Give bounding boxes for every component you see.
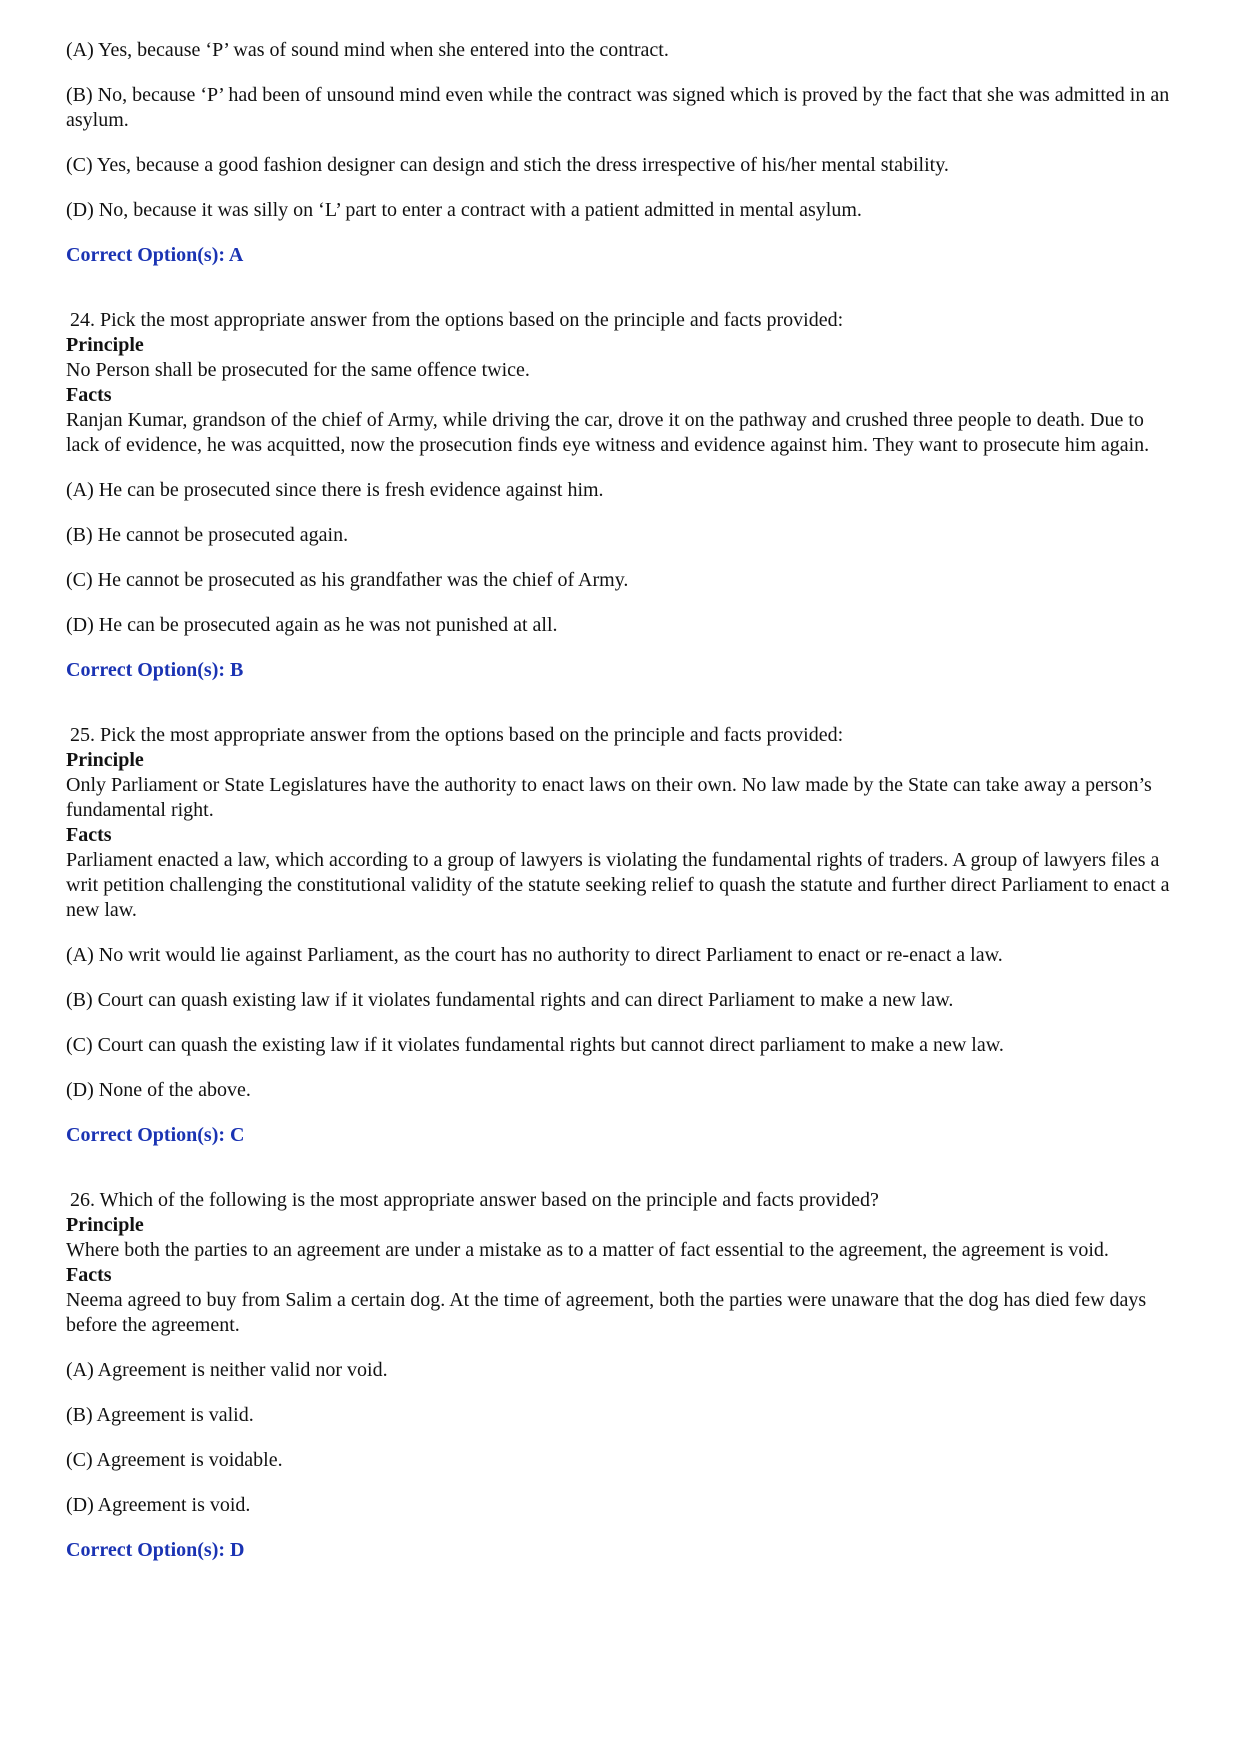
principle-text: Where both the parties to an agreement are under a mistake as to a matter of fact essential to the agreement, the agreement is void.: [66, 1239, 1109, 1261]
option-c: (C) Yes, because a good fashion designer can design and stich the dress irrespective of his/her mental stability.: [66, 154, 949, 176]
question-stem: 25. Pick the most appropriate answer from the options based on the principle and facts provided:: [70, 724, 844, 746]
facts-heading: Facts: [66, 384, 112, 406]
option-b: (B) No, because ‘P’ had been of unsound mind even while the contract was signed which is proved by the fact that she was admitted in an asylum.: [66, 84, 1170, 131]
option-b: (B) Court can quash existing law if it violates fundamental rights and can direct Parliament to make a new law.: [66, 989, 954, 1011]
option-a: (A) Agreement is neither valid nor void.: [66, 1359, 388, 1381]
option-b: (B) Agreement is valid.: [66, 1404, 254, 1426]
correct-option: Correct Option(s): B: [66, 659, 244, 681]
principle-text: Only Parliament or State Legislatures have the authority to enact laws on their own. No law made by the State can take away a person’s fundamental right.: [66, 774, 1152, 821]
option-d: (D) He can be prosecuted again as he was not punished at all.: [66, 614, 558, 636]
facts-text: Neema agreed to buy from Salim a certain dog. At the time of agreement, both the parties were unaware that the dog has died few days before the agreement.: [66, 1289, 1147, 1336]
option-a: (A) He can be prosecuted since there is fresh evidence against him.: [66, 479, 604, 501]
question-stem: 26. Which of the following is the most appropriate answer based on the principle and facts provided?: [70, 1189, 879, 1211]
principle-heading: Principle: [66, 749, 144, 771]
question-25: [66, 723, 1182, 1148]
option-c: (C) Court can quash the existing law if it violates fundamental rights but cannot direct parliament to make a new law.: [66, 1034, 1004, 1056]
question-26: [66, 1188, 1182, 1563]
facts-text: Parliament enacted a law, which according to a group of lawyers is violating the fundamental rights of traders. A group of lawyers files a writ petition challenging the constitutional validity of the statute seeking relief to quash the statute and further direct Parliament to enact a new law.: [66, 849, 1170, 921]
option-a: (A) Yes, because ‘P’ was of sound mind when she entered into the contract.: [66, 39, 669, 61]
option-c: (C) He cannot be prosecuted as his grandfather was the chief of Army.: [66, 569, 629, 591]
facts-text: Ranjan Kumar, grandson of the chief of Army, while driving the car, drove it on the pathway and crushed three people to death. Due to lack of evidence, he was acquitted, now the prosecution finds eye witness and evidence against him. They want to prosecute him again.: [66, 409, 1150, 456]
principle-heading: Principle: [66, 1214, 144, 1236]
principle-heading: Principle: [66, 334, 144, 356]
option-d: (D) None of the above.: [66, 1079, 251, 1101]
correct-option: Correct Option(s): A: [66, 244, 244, 266]
question-24: [66, 308, 1182, 683]
document-page: [66, 38, 1182, 1563]
option-a: (A) No writ would lie against Parliament, as the court has no authority to direct Parliament to enact or re-enact a law.: [66, 944, 1003, 966]
facts-heading: Facts: [66, 824, 112, 846]
correct-option: Correct Option(s): C: [66, 1124, 245, 1146]
principle-text: No Person shall be prosecuted for the same offence twice.: [66, 359, 530, 381]
facts-heading: Facts: [66, 1264, 112, 1286]
option-d: (D) Agreement is void.: [66, 1494, 251, 1516]
question-stem: 24. Pick the most appropriate answer from the options based on the principle and facts provided:: [70, 309, 844, 331]
question-23-continuation: [66, 38, 1182, 268]
correct-option: Correct Option(s): D: [66, 1539, 245, 1561]
option-c: (C) Agreement is voidable.: [66, 1449, 283, 1471]
option-b: (B) He cannot be prosecuted again.: [66, 524, 349, 546]
option-d: (D) No, because it was silly on ‘L’ part to enter a contract with a patient admitted in mental asylum.: [66, 199, 862, 221]
